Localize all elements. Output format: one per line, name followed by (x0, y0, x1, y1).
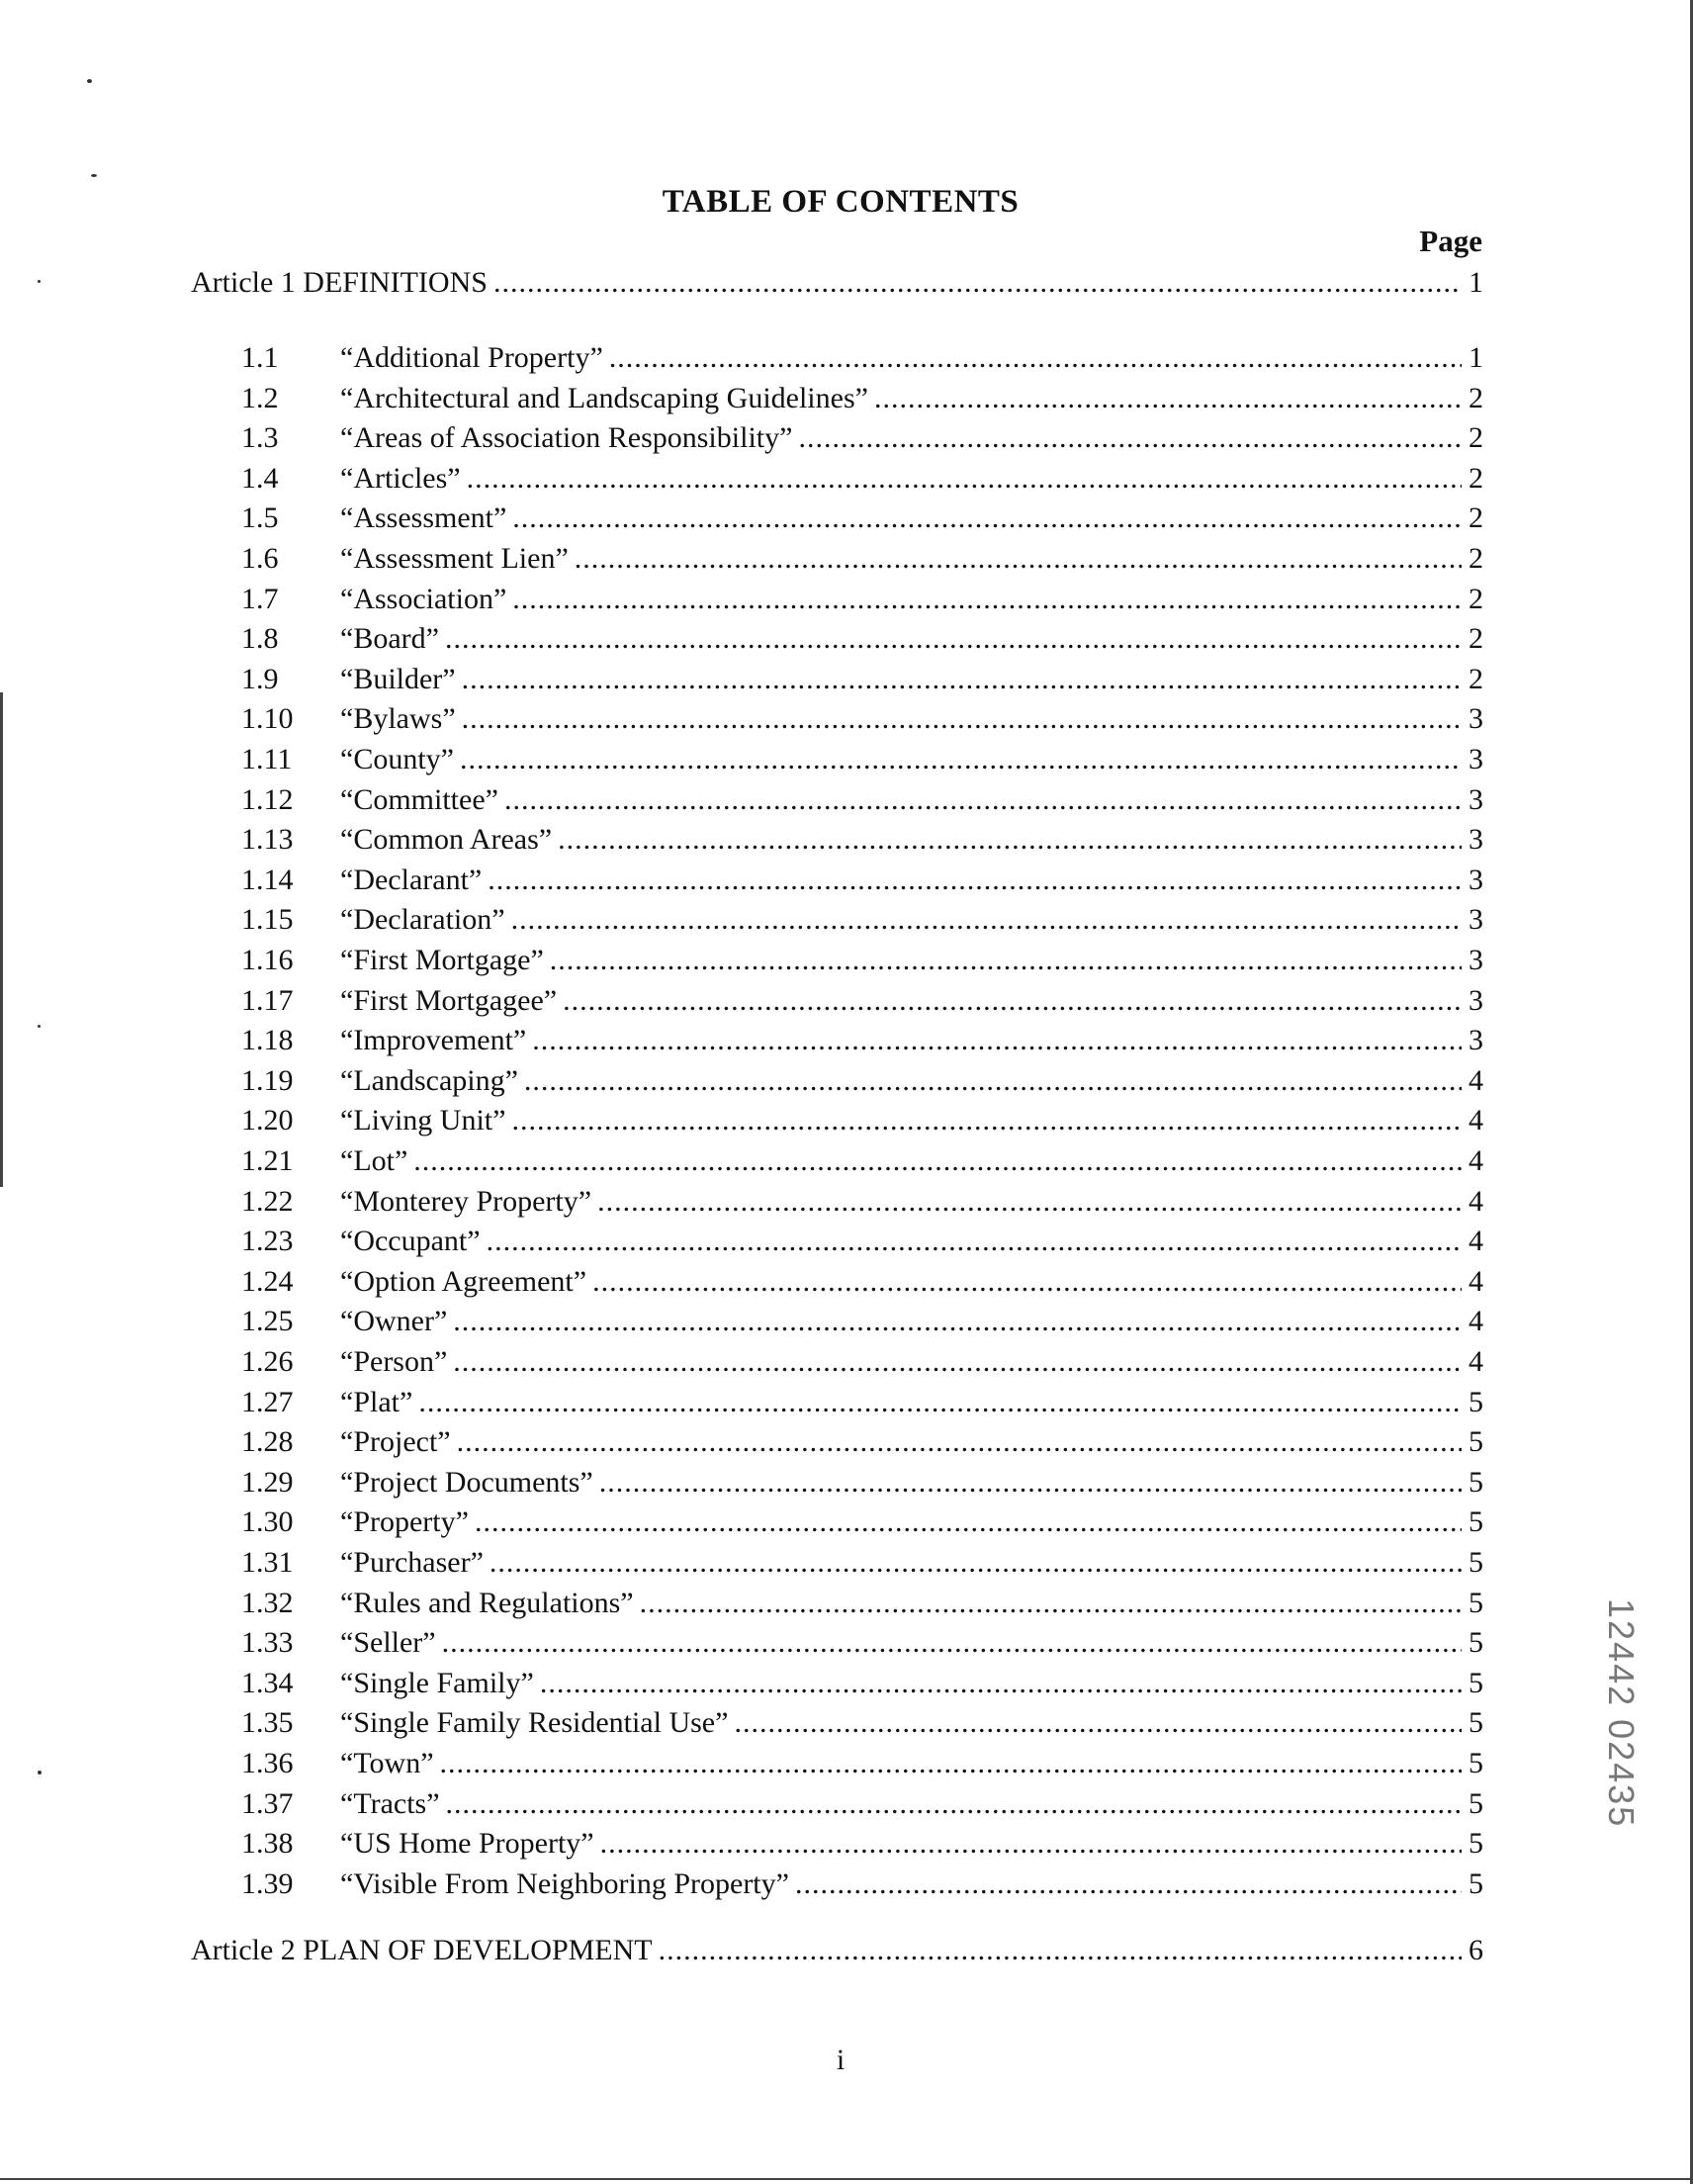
toc-entry-number: 1.2 (241, 381, 279, 414)
toc-page-number: 5 (1469, 1505, 1483, 1539)
toc-entry[interactable] (241, 1063, 1483, 1099)
toc-entry-label: “Living Unit” (340, 1104, 506, 1138)
toc-entry[interactable] (241, 1545, 1483, 1581)
toc-leader-dots (540, 1666, 1462, 1701)
toc-entry[interactable] (241, 1625, 1483, 1661)
toc-leader-dots (445, 621, 1462, 657)
toc-page-number: 4 (1469, 1104, 1483, 1138)
toc-entry[interactable] (241, 381, 1483, 416)
toc-page-number: 5 (1469, 1546, 1483, 1579)
toc-entry-number: 1.17 (241, 983, 294, 1017)
toc-entry-label: “County” (340, 743, 454, 775)
toc-entry[interactable] (241, 983, 1483, 1019)
toc-page-number: 4 (1469, 1063, 1483, 1097)
toc-entry-number: 1.32 (241, 1586, 294, 1619)
toc-entry-label: “Association” (340, 582, 507, 615)
toc-entry-number: 1.39 (241, 1866, 294, 1900)
toc-entry[interactable] (241, 822, 1483, 858)
toc-leader-dots (798, 420, 1462, 456)
toc-leader-dots (462, 701, 1462, 737)
toc-entry[interactable] (241, 1385, 1483, 1420)
toc-entry-label: “Additional Property” (340, 341, 603, 374)
toc-entry[interactable] (241, 340, 1483, 376)
toc-leader-dots (462, 662, 1462, 697)
toc-article-label: Article 1 DEFINITIONS (191, 266, 488, 299)
toc-leader-dots (874, 381, 1462, 416)
toc-entry[interactable] (241, 943, 1483, 978)
toc-page-number: 5 (1469, 1586, 1483, 1619)
toc-entry-number: 1.3 (241, 421, 279, 455)
toc-entry[interactable] (241, 782, 1483, 818)
toc-page-number: 2 (1469, 622, 1483, 656)
toc-leader-dots (609, 340, 1462, 376)
toc-page-number: 1 (1469, 266, 1483, 299)
toc-leader-dots (467, 461, 1462, 497)
toc-entry[interactable] (241, 1143, 1483, 1179)
toc-leader-dots (599, 1465, 1462, 1501)
toc-entry-number: 1.35 (241, 1706, 294, 1740)
toc-leader-dots (446, 1786, 1462, 1822)
toc-page-number: 3 (1469, 983, 1483, 1017)
toc-entry-number: 1.33 (241, 1626, 294, 1660)
toc-entry-label: “Plat” (340, 1385, 413, 1418)
recording-number-stamp (1601, 1598, 1649, 1856)
scan-speck (38, 1771, 42, 1774)
toc-entry[interactable] (241, 1465, 1483, 1501)
toc-article-1[interactable] (191, 265, 1483, 301)
toc-entry-number: 1.9 (241, 662, 279, 695)
toc-entry-label: “Articles” (340, 461, 461, 495)
toc-entry-label: “Bylaws” (340, 702, 456, 736)
toc-entry-label: “Monterey Property” (340, 1184, 592, 1218)
toc-leader-dots (550, 943, 1462, 978)
toc-entry[interactable] (241, 1586, 1483, 1621)
toc-entry-number: 1.12 (241, 782, 294, 816)
toc-page-number: 6 (1469, 1934, 1483, 1966)
toc-entry-label: “Town” (340, 1747, 434, 1779)
scan-speck (91, 174, 97, 177)
toc-entry-label: “US Home Property” (340, 1827, 594, 1861)
scan-speck (38, 280, 41, 283)
toc-leader-dots (487, 1224, 1462, 1259)
toc-leader-dots (600, 1826, 1462, 1862)
toc-page-number: 4 (1469, 1184, 1483, 1218)
toc-entry[interactable] (241, 541, 1483, 577)
toc-entry[interactable] (241, 902, 1483, 938)
toc-entry-number: 1.25 (241, 1305, 294, 1338)
toc-entry-number: 1.15 (241, 903, 294, 937)
toc-entry-number: 1.1 (241, 341, 279, 374)
toc-article-label: Article 2 PLAN OF DEVELOPMENT (191, 1934, 653, 1966)
toc-leader-dots (575, 541, 1462, 577)
toc-entry-label: “Visible From Neighboring Property” (340, 1866, 789, 1900)
toc-leader-dots (457, 1424, 1462, 1460)
toc-entry[interactable] (241, 1304, 1483, 1339)
toc-entry[interactable] (241, 1866, 1483, 1902)
toc-entry-number: 1.18 (241, 1024, 294, 1057)
toc-leader-dots (563, 983, 1462, 1019)
toc-entry[interactable] (241, 1103, 1483, 1138)
toc-leader-dots (659, 1933, 1462, 1968)
toc-entry-label: “Declaration” (340, 903, 505, 937)
toc-page-number: 2 (1469, 381, 1483, 414)
toc-entry-label: “Board” (340, 622, 439, 656)
toc-entry-label: “Person” (340, 1345, 448, 1378)
toc-entry-number: 1.34 (241, 1666, 294, 1699)
toc-page-number: 4 (1469, 1225, 1483, 1258)
toc-entry-number: 1.8 (241, 622, 279, 656)
toc-page-number: 3 (1469, 823, 1483, 857)
toc-entry-number: 1.38 (241, 1827, 294, 1861)
scan-edge-line (0, 2178, 1693, 2180)
toc-entry-label: “Occupant” (340, 1225, 481, 1258)
toc-entry-label: “Tracts” (340, 1786, 440, 1820)
toc-page-number: 2 (1469, 501, 1483, 535)
scan-speck (87, 79, 92, 83)
toc-entry[interactable] (241, 1264, 1483, 1300)
toc-entry-label: “Purchaser” (340, 1546, 484, 1579)
toc-entry[interactable] (241, 1224, 1483, 1259)
toc-leader-dots (440, 1746, 1462, 1781)
toc-entry-label: “Landscaping” (340, 1063, 518, 1097)
toc-entry-label: “Project Documents” (340, 1465, 593, 1499)
toc-entry-number: 1.23 (241, 1225, 294, 1258)
toc-leader-dots (597, 1184, 1462, 1220)
toc-entry-number: 1.37 (241, 1786, 294, 1820)
toc-leader-dots (493, 265, 1462, 301)
toc-entry-number: 1.24 (241, 1264, 294, 1298)
toc-entry[interactable] (241, 420, 1483, 456)
toc-page-number: 5 (1469, 1626, 1483, 1660)
toc-entry-number: 1.27 (241, 1385, 294, 1418)
toc-leader-dots (453, 1344, 1462, 1380)
toc-leader-dots (453, 1304, 1462, 1339)
toc-entry[interactable] (241, 1705, 1483, 1741)
toc-entry-number: 1.20 (241, 1104, 294, 1138)
toc-leader-dots (640, 1586, 1462, 1621)
toc-page-number: 3 (1469, 702, 1483, 736)
toc-leader-dots (442, 1625, 1462, 1661)
toc-leader-dots (512, 500, 1462, 536)
toc-article-2[interactable] (191, 1933, 1483, 1968)
toc-leader-dots (460, 742, 1462, 777)
toc-leader-dots (524, 1063, 1462, 1099)
toc-entry-label: “Single Family” (340, 1666, 534, 1699)
toc-leader-dots (418, 1385, 1462, 1420)
toc-entry[interactable] (241, 582, 1483, 617)
toc-page-number: 5 (1469, 1827, 1483, 1861)
toc-entry[interactable] (241, 1424, 1483, 1460)
toc-leader-dots (490, 1545, 1462, 1581)
toc-leader-dots (532, 1023, 1462, 1058)
toc-entry-label: “Declarant” (340, 863, 483, 896)
recording-number-text: 12442 02435 (1601, 1598, 1642, 1829)
toc-leader-dots (475, 1504, 1462, 1540)
toc-page-number: 3 (1469, 743, 1483, 775)
toc-entry[interactable] (241, 461, 1483, 497)
toc-entry[interactable] (241, 701, 1483, 737)
toc-entry-number: 1.31 (241, 1546, 294, 1579)
toc-leader-dots (504, 782, 1462, 818)
toc-page-number: 2 (1469, 542, 1483, 575)
toc-entry-label: “Improvement” (340, 1024, 527, 1057)
toc-entry-number: 1.6 (241, 542, 279, 575)
toc-page-number: 2 (1469, 461, 1483, 495)
toc-entry-number: 1.21 (241, 1144, 294, 1177)
toc-page-number: 3 (1469, 944, 1483, 976)
scan-edge-line (0, 692, 3, 1187)
toc-entry[interactable] (241, 1184, 1483, 1220)
toc-entry[interactable] (241, 621, 1483, 657)
toc-entry-label: “Common Areas” (340, 823, 553, 857)
toc-page-number: 2 (1469, 582, 1483, 615)
page-title: TABLE OF CONTENTS (662, 184, 1020, 220)
toc-entry[interactable] (241, 1344, 1483, 1380)
toc-entry-label: “Lot” (340, 1144, 408, 1177)
toc-entry-number: 1.30 (241, 1505, 294, 1539)
toc-page-number: 3 (1469, 863, 1483, 896)
toc-entry[interactable] (241, 1504, 1483, 1540)
footer-page-number: i (836, 2044, 846, 2076)
toc-page-number: 5 (1469, 1706, 1483, 1740)
toc-entry[interactable] (241, 662, 1483, 697)
toc-entry[interactable] (241, 1786, 1483, 1822)
toc-page-number: 5 (1469, 1425, 1483, 1459)
toc-page-number: 4 (1469, 1264, 1483, 1298)
toc-entry-label: “Builder” (340, 662, 456, 695)
toc-entry[interactable] (241, 1746, 1483, 1781)
toc-entry-number: 1.28 (241, 1425, 294, 1459)
toc-entry-label: “Areas of Association Responsibility” (340, 421, 793, 455)
toc-leader-dots (795, 1866, 1462, 1902)
toc-entry-number: 1.14 (241, 863, 294, 896)
toc-entry-number: 1.7 (241, 582, 279, 615)
toc-entry-label: “Seller” (340, 1626, 436, 1660)
toc-page-number: 5 (1469, 1385, 1483, 1418)
toc-entry[interactable] (241, 500, 1483, 536)
toc-page-number: 5 (1469, 1666, 1483, 1699)
toc-leader-dots (558, 822, 1462, 858)
toc-entry-number: 1.19 (241, 1063, 294, 1097)
toc-page-number: 4 (1469, 1144, 1483, 1177)
toc-entry-label: “First Mortgagee” (340, 983, 558, 1017)
toc-page-number: 5 (1469, 1866, 1483, 1900)
toc-entry[interactable] (241, 863, 1483, 898)
toc-entry-number: 1.4 (241, 461, 279, 495)
toc-leader-dots (511, 902, 1462, 938)
toc-entry-number: 1.5 (241, 501, 279, 535)
toc-page-number: 5 (1469, 1747, 1483, 1779)
toc-page-number: 4 (1469, 1345, 1483, 1378)
toc-page-number: 2 (1469, 421, 1483, 455)
toc-leader-dots (734, 1705, 1462, 1741)
toc-entry[interactable] (241, 1826, 1483, 1862)
toc-entry-label: “Assessment Lien” (340, 542, 569, 575)
toc-entry[interactable] (241, 742, 1483, 777)
toc-page-number: 3 (1469, 1024, 1483, 1057)
toc-leader-dots (592, 1264, 1462, 1300)
toc-entry-number: 1.36 (241, 1747, 294, 1779)
toc-page-number: 5 (1469, 1465, 1483, 1499)
toc-leader-dots (488, 863, 1462, 898)
toc-entry-number: 1.29 (241, 1465, 294, 1499)
toc-page-number: 3 (1469, 782, 1483, 816)
toc-entry[interactable] (241, 1666, 1483, 1701)
toc-entry-number: 1.13 (241, 823, 294, 857)
toc-entry-number: 1.26 (241, 1345, 294, 1378)
toc-leader-dots (511, 1103, 1462, 1138)
scan-speck (38, 1025, 41, 1028)
toc-page-number: 5 (1469, 1786, 1483, 1820)
toc-entry-label: “Single Family Residential Use” (340, 1706, 729, 1740)
toc-entry-label: “Committee” (340, 782, 498, 816)
toc-page-number: 1 (1469, 341, 1483, 374)
toc-entry-label: “Architectural and Landscaping Guidelines” (340, 381, 868, 414)
toc-entry-label: “Assessment” (340, 501, 507, 535)
toc-entry[interactable] (241, 1023, 1483, 1058)
toc-page-number: 2 (1469, 662, 1483, 695)
toc-entry-label: “Project” (340, 1425, 451, 1459)
toc-entry-label: “Rules and Regulations” (340, 1586, 634, 1619)
toc-entry-label: “First Mortgage” (340, 944, 544, 976)
toc-leader-dots (512, 582, 1462, 617)
page-column-header: Page (1419, 224, 1482, 258)
toc-leader-dots (413, 1143, 1462, 1179)
toc-entry-number: 1.11 (241, 743, 293, 775)
toc-entry-number: 1.10 (241, 702, 294, 736)
toc-entry-label: “Property” (340, 1505, 469, 1539)
toc-page-number: 3 (1469, 903, 1483, 937)
toc-entry-label: “Owner” (340, 1305, 448, 1338)
toc-entry-number: 1.22 (241, 1184, 294, 1218)
toc-page-number: 4 (1469, 1305, 1483, 1338)
toc-entry-label: “Option Agreement” (340, 1264, 587, 1298)
toc-entry-number: 1.16 (241, 944, 294, 976)
